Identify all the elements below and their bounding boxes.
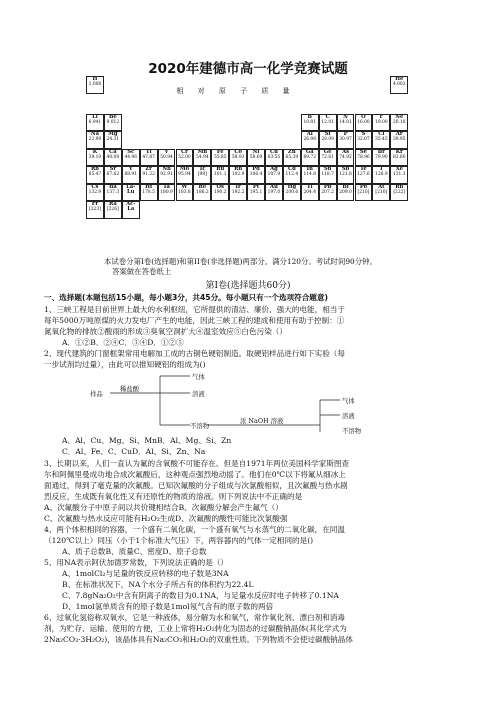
element-mass: 200.6: [285, 189, 299, 195]
element-mass: 10.81: [303, 119, 317, 125]
element-mass: 24.31: [106, 137, 120, 142]
q4-line-a: 4、两个体积相同的容器，一个盛有二氧化碳，一个盛有氧气与水蒸气的二氧化碳，在同温: [44, 525, 345, 534]
element-mass: 35.45: [375, 137, 388, 142]
element-symbol: Pd: [252, 166, 260, 172]
element-cell-ca: [104, 149, 122, 167]
element-mass: 4.003: [392, 82, 406, 87]
section1-heading: 一、选择题(本题包括15小题，每小题3分，共45分。每小题只有一个选项符合题意): [44, 293, 328, 302]
element-cell-ta: [158, 184, 176, 202]
element-mass: 20.18: [392, 119, 406, 125]
element-cell-mn: [193, 149, 211, 167]
element-cell-k: [86, 149, 104, 167]
element-symbol: W: [181, 183, 188, 190]
element-symbol: Cu: [269, 148, 278, 155]
element-symbol: Fr: [91, 201, 99, 207]
element-symbol: Mo: [179, 166, 190, 172]
element-symbol: Ne: [395, 113, 404, 120]
q3-option-cd: C、次氟酸与热水反应可能有H₂O₂生成D、次氟酸的酸性可能比次氯酸强: [44, 514, 288, 523]
element-cell-pt: [247, 184, 265, 202]
q2-line-b: 一步试剂均过量），由此可以推知硬铝的组成为(): [44, 360, 206, 369]
element-mass: [210]: [357, 189, 370, 195]
q3-line-b: 尔和阿佩里曼成功地合成次氟酸后，这种观点强烈地动摇了。他们在0℃以下将氟从细冰上: [44, 470, 346, 479]
q1-line-b: 每年5000万吨原煤的火力发电厂产生的电能，因此三峡工程的建成和使用有助于控制：①: [44, 316, 345, 325]
element-mass: 55.85: [213, 154, 227, 160]
element-mass: 91.22: [142, 172, 155, 177]
element-mass: 47.87: [142, 154, 155, 160]
q4-options: A、质子总数B、质量C、密度D、原子总数: [62, 547, 207, 556]
element-mass: 180.9: [160, 189, 173, 195]
element-symbol: Pt: [252, 183, 260, 190]
intro-line-2: 答案做在答卷纸上: [112, 267, 172, 276]
element-cell-c: [319, 114, 337, 132]
flow-sample: 样品: [90, 390, 103, 398]
element-mass: 87.62: [106, 172, 120, 177]
element-symbol: Ni: [252, 148, 260, 155]
element-mass: [98]: [197, 172, 207, 177]
element-symbol: Mg: [108, 131, 118, 137]
element-cell-rn: [390, 184, 408, 202]
element-mass: [222]: [393, 189, 406, 195]
element-mass: 39.10: [88, 154, 102, 160]
element-mass: 107.9: [267, 172, 281, 177]
element-cell-in: [301, 166, 319, 184]
element-mass: 14.01: [339, 119, 352, 125]
element-mass: 204.4: [303, 189, 317, 195]
element-mass: 1.008: [88, 82, 102, 87]
element-mass: 106.4: [249, 172, 263, 177]
flow-gas-1: 气体: [192, 373, 205, 381]
element-cell-re: [193, 184, 211, 202]
element-symbol: Ca: [109, 148, 117, 155]
element-cell-ne: [390, 114, 408, 132]
element-symbol: N: [343, 113, 348, 120]
element-cell-b: [301, 114, 319, 132]
element-cell-tl: [301, 184, 319, 202]
element-mass: 95.94: [178, 172, 191, 177]
element-symbol: Ru: [216, 166, 225, 172]
element-cell-f: [372, 114, 390, 132]
element-symbol: Ar: [395, 131, 403, 137]
element-symbol: As: [342, 148, 350, 155]
element-mass: 69.72: [303, 154, 317, 160]
element-symbol: Au: [270, 183, 278, 190]
element-cell-li: [86, 114, 104, 132]
element-symbol: H: [92, 76, 98, 82]
element-symbol: C: [325, 113, 330, 120]
experiment-flow-diagram: [90, 370, 420, 435]
q5-stem: 5、用NA表示阿伏加德罗常数，下列说法正确的是（）: [44, 558, 229, 567]
element-mass: 79.90: [375, 154, 388, 160]
flow-insoluble-1: 不溶物: [190, 422, 210, 430]
element-mass: 30.97: [339, 137, 352, 142]
element-mass: 186.2: [196, 189, 209, 195]
element-symbol: S: [361, 131, 366, 137]
element-symbol: Bi: [342, 183, 349, 190]
element-cell-h: [86, 76, 104, 94]
element-cell-zr: [140, 166, 158, 184]
element-mass: 26.98: [303, 137, 317, 142]
flow-solution-1: 溶液: [192, 390, 205, 398]
element-mass: 207.2: [321, 189, 334, 195]
element-symbol: Sc: [127, 148, 135, 155]
element-mass: 195.1: [249, 189, 263, 195]
element-cell-si: [319, 131, 337, 149]
q2-line-a: 2、现代建筑的门窗框架常用电解加工成的古铜色硬铝制造。取硬铝样品进行如下实验（每: [44, 349, 345, 358]
element-cell-co: [229, 149, 247, 167]
element-mass: 114.8: [303, 172, 317, 177]
q2-option-cd: C．Al、Fe、C、CuD．Al、Si、Zn、Na: [62, 447, 206, 456]
element-cell-xe: [390, 166, 408, 184]
element-cell-at: [372, 184, 390, 202]
element-cell-se: [355, 149, 373, 167]
element-cell-na: [86, 131, 104, 149]
element-mass: 44.96: [124, 154, 138, 160]
element-cell-ti: [140, 149, 158, 167]
element-cell-p: [337, 131, 355, 149]
q2-option-ab: A．Al、Cu、Mg、Si、MnB．Al、Mg、Si、Zn: [62, 436, 232, 445]
element-symbol: Pb: [323, 183, 332, 190]
flow-gas-2: 气体: [342, 397, 355, 405]
element-cell-y: [122, 166, 140, 184]
element-mass: 132.9: [88, 189, 102, 195]
element-mass: 39.95: [392, 137, 406, 142]
element-cell-ba: [104, 184, 122, 202]
element-mass: 40.08: [106, 154, 120, 160]
element-symbol: Ti: [145, 148, 152, 155]
element-cell-rb: [86, 166, 104, 184]
element-cell-be: [104, 114, 122, 132]
element-cell-te: [355, 166, 373, 184]
element-symbol: Sb: [341, 166, 350, 172]
q3-line-c: 面通过，得到了毫克量的次氟酸。已知次氟酸的分子组成与次氯酸相似，且次氟酸与热水剧: [44, 481, 348, 490]
element-symbol: La-Lu: [126, 183, 136, 195]
element-symbol: Po: [359, 183, 368, 190]
element-cell-ag: [265, 166, 283, 184]
q5-option-d: D、1mol氢单质含有的原子数是1mol氖气含有的原子数的两倍: [62, 602, 274, 611]
q1-options: A．①②B．②④C．③④D．①②⑤: [62, 338, 184, 347]
element-symbol: Ba: [108, 183, 117, 190]
element-cell-cd: [283, 166, 301, 184]
element-mass: 192.2: [231, 189, 245, 195]
element-symbol: Cs: [91, 183, 99, 190]
element-cell-s: [355, 131, 373, 149]
element-cell-cs: [86, 184, 104, 202]
q5-option-c: C、7.8gNa₂O₂中含有阴离子的数目为0.1NA，与足量水反应时电子转移了0.1NA: [62, 591, 339, 600]
element-cell-mo: [176, 166, 194, 184]
element-cell-ru: [211, 166, 229, 184]
element-symbol: Ag: [270, 166, 278, 172]
element-mass: 58.93: [231, 154, 245, 160]
element-mass: 101.1: [213, 172, 227, 177]
q3-line-a: 3、长期以来，人们一直认为氟的含氧酸不可能存在。但是自1971年两位美国科学家斯图查: [44, 459, 350, 468]
element-mass: [223]: [89, 207, 101, 212]
element-symbol: I: [380, 166, 383, 172]
element-symbol: Cr: [181, 148, 188, 155]
q5-option-a: A、1molCl₂与足量的铁反应转移的电子数是3NA: [62, 569, 229, 578]
element-mass: 209.0: [339, 189, 352, 195]
element-cell-he: [390, 76, 408, 94]
element-symbol: Hg: [287, 183, 297, 190]
element-symbol: Al: [306, 131, 313, 137]
element-cell-au: [265, 184, 283, 202]
element-cell-ga: [301, 149, 319, 167]
element-cell-w: [176, 184, 194, 202]
element-mass: 65.39: [285, 154, 299, 160]
element-cell-v: [158, 149, 176, 167]
element-cell-tc: [193, 166, 211, 184]
element-symbol: Kr: [395, 148, 403, 155]
q6-line-c: 2Na₂CO₃·3H₂O₂)，该晶体具有Na₂CO₃和H₂O₂的双重性质。下列物质不会使过碳酸钠晶体: [44, 635, 353, 644]
element-cell-ir: [229, 184, 247, 202]
element-symbol: He: [395, 76, 404, 82]
element-symbol: Cd: [287, 166, 296, 172]
q6-line-a: 6、过氧化氢俗称双氧水，它是一种液体，易分解为水和氧气，常作氧化剂、漂白剂和消毒: [44, 613, 345, 622]
element-symbol: Na: [90, 131, 99, 137]
element-mass: 63.55: [267, 154, 281, 160]
q1-line-a: 1、三峡工程是目前世界上最大的水利枢纽，它所提供的清洁、廉价、强大的电能，相当于: [44, 305, 345, 314]
element-mass: 92.91: [160, 172, 173, 177]
element-symbol: K: [92, 148, 98, 155]
element-cell-sc: [122, 149, 140, 167]
element-mass: 118.7: [321, 172, 334, 177]
element-symbol: Co: [234, 148, 242, 155]
element-mass: 121.8: [339, 172, 352, 177]
element-cell-sn: [319, 166, 337, 184]
element-cell-hg: [283, 184, 301, 202]
element-symbol: Ta: [163, 183, 170, 190]
element-symbol: V: [164, 148, 169, 155]
element-cell-fe: [211, 149, 229, 167]
element-cell-la-lu: [122, 184, 140, 202]
element-cell-cl: [372, 131, 390, 149]
element-cell-bi: [337, 184, 355, 202]
exam-title: 2020年建德市高一化学竞赛试题: [148, 61, 348, 77]
element-mass: 197.0: [267, 189, 281, 195]
element-mass: 32.07: [357, 137, 370, 142]
element-symbol: Tl: [306, 183, 313, 190]
element-mass: 137.3: [106, 189, 120, 195]
element-mass: 16.00: [357, 119, 370, 125]
element-symbol: Xe: [395, 166, 403, 172]
element-mass: 74.92: [339, 154, 352, 160]
element-cell-br: [372, 149, 390, 167]
element-symbol: Re: [198, 183, 207, 190]
flow-reagent-1: 稀盐酸: [120, 385, 140, 393]
element-cell-hf: [140, 184, 158, 202]
element-mass: 131.3: [392, 172, 406, 177]
q3-option-ab: A、次氟酸分子中原子间以共价键相结合B、次氟酸分解会产生氟气（）: [44, 503, 283, 512]
element-mass: 9.012: [106, 119, 120, 125]
periodic-table-header: 相 对 原 子 质 量: [176, 87, 296, 95]
element-symbol: Zn: [288, 148, 296, 155]
element-mass: 72.61: [321, 154, 334, 160]
q1-line-c: 氮氧化物的排放②酸雨的形成③臭氧空洞扩大④温室效应⑤白色污染（）: [44, 327, 287, 336]
element-mass: 54.94: [196, 154, 209, 160]
element-cell-fr: [86, 201, 104, 219]
element-symbol: At: [378, 183, 385, 190]
element-mass: 83.80: [392, 154, 406, 160]
element-symbol: Be: [108, 113, 117, 120]
element-symbol: F: [379, 113, 384, 120]
element-mass: 6.941: [88, 119, 102, 125]
element-mass: 78.96: [357, 154, 370, 160]
element-cell-cr: [176, 149, 194, 167]
element-mass: 12.01: [321, 119, 334, 125]
element-mass: 58.69: [249, 154, 263, 160]
element-symbol: Fe: [216, 148, 224, 155]
element-symbol: Ra: [108, 201, 117, 207]
element-mass: 22.99: [88, 137, 102, 142]
element-symbol: Br: [377, 148, 385, 155]
element-cell-kr: [390, 149, 408, 167]
part1-heading: 第I卷(选择题共60分): [205, 281, 291, 291]
element-symbol: Sn: [323, 166, 332, 172]
element-cell-o: [355, 114, 373, 132]
q6-line-b: 剂，为贮存、运输、使用的方便，工业上常将H₂O₂转化为固态的过碳酸钠晶体(其化学式为: [44, 624, 347, 633]
flow-insoluble-2: 不溶物: [342, 427, 362, 435]
element-cell-sb: [337, 166, 355, 184]
element-symbol: Sr: [109, 166, 117, 172]
element-symbol: Te: [360, 166, 367, 172]
q4-line-b: （120℃以上）同压（小于1个标准大气压）下，两容器内的气体一定相同的是(): [44, 536, 314, 545]
element-mass: 28.09: [321, 137, 334, 142]
element-symbol: Nb: [162, 166, 171, 172]
element-symbol: Zr: [145, 166, 152, 172]
element-mass: 112.4: [285, 172, 299, 177]
element-symbol: Rb: [90, 166, 99, 172]
element-mass: 102.9: [231, 172, 245, 177]
element-cell-pd: [247, 166, 265, 184]
element-symbol: Mn: [197, 148, 208, 155]
element-cell-sr: [104, 166, 122, 184]
element-symbol: Ge: [323, 148, 332, 155]
element-symbol: Si: [324, 131, 331, 137]
q5-option-b: B、在标准状况下，NA个水分子所占有的体积约为22.4L: [62, 580, 254, 589]
element-mass: [226]: [106, 207, 119, 212]
element-symbol: Hf: [145, 183, 153, 190]
element-symbol: B: [307, 113, 312, 120]
element-cell-cu: [265, 149, 283, 167]
element-symbol: Ir: [235, 183, 241, 190]
element-mass: 19.00: [375, 119, 388, 125]
element-mass: 52.00: [178, 154, 191, 160]
element-mass: 126.9: [375, 172, 388, 177]
element-mass: 178.5: [142, 189, 155, 195]
element-mass: 85.47: [88, 172, 102, 177]
element-mass: 88.91: [124, 172, 138, 177]
element-symbol: Ga: [305, 148, 314, 155]
element-symbol: Tc: [199, 166, 206, 172]
element-cell-mg: [104, 131, 122, 149]
element-cell-po: [355, 184, 373, 202]
q3-line-d: 烈反应，生成既有氧化性又有还原性的物质的溶液。则下列说法中不正确的是: [44, 492, 303, 501]
element-mass: 50.94: [160, 154, 173, 160]
element-symbol: Rn: [395, 183, 404, 190]
element-mass: [210]: [375, 189, 388, 195]
element-mass: 127.6: [357, 172, 370, 177]
element-cell-ar: [390, 131, 408, 149]
element-cell-n: [337, 114, 355, 132]
element-mass: 183.8: [178, 189, 191, 195]
element-symbol: Cl: [378, 131, 385, 137]
element-symbol: Se: [359, 148, 367, 155]
element-symbol: O: [361, 113, 366, 120]
element-cell-ra: [104, 201, 122, 219]
element-cell-i: [372, 166, 390, 184]
element-symbol: In: [306, 166, 313, 172]
element-cell-zn: [283, 149, 301, 167]
flow-solution-2: 溶液: [342, 412, 355, 420]
element-symbol: Os: [216, 183, 224, 190]
element-cell-ge: [319, 149, 337, 167]
element-cell-ac-la: [122, 201, 140, 219]
element-symbol: Li: [92, 113, 98, 120]
element-cell-as: [337, 149, 355, 167]
element-cell-rh: [229, 166, 247, 184]
intro-line-1: 本试卷分第I卷(选择题)和第II卷(非选择题)两部分。满分120分。考试时间90分钟。: [104, 257, 377, 266]
element-symbol: Y: [128, 166, 133, 172]
periodic-table: [86, 76, 409, 253]
element-cell-nb: [158, 166, 176, 184]
element-symbol: Rh: [234, 166, 243, 172]
element-symbol: P: [343, 131, 348, 137]
element-cell-al: [301, 131, 319, 149]
flow-reagent-2: 浓 NaOH 溶液: [240, 417, 284, 425]
element-cell-ni: [247, 149, 265, 167]
element-cell-pb: [319, 184, 337, 202]
element-cell-os: [211, 184, 229, 202]
element-mass: 190.2: [213, 189, 227, 195]
element-symbol: Ac-La: [126, 201, 136, 212]
